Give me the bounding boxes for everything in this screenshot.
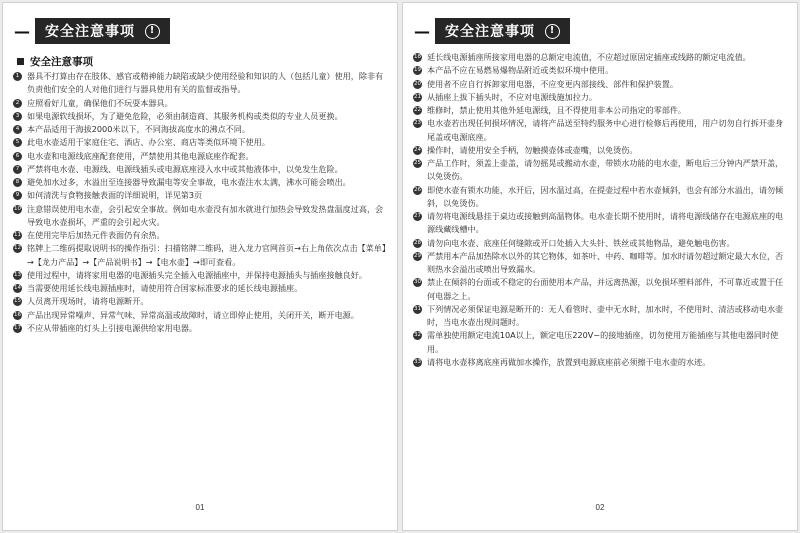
item-number-badge: 23 (414, 120, 421, 127)
item-number-badge: 32 (414, 332, 421, 339)
list-item (13, 242, 387, 269)
list-item (13, 322, 387, 335)
item-text: 使用者不应自行拆卸家用电器，不应变更内部接线、部件和保护装置。 (427, 78, 678, 89)
item-text: 操作时，请使用安全手柄，勿触摸壶体或壶嘴，以免烫伤。 (427, 144, 638, 155)
item-number-badge: 22 (414, 107, 421, 113)
item-text: 需单独使用额定电流10A以上，额定电压220V~的接地插座，切勿使用万能插座与其他电器同时使用。 (427, 330, 779, 354)
item-text: 不应从带插座的灯头上引接电源供给家用电器。 (27, 322, 197, 333)
list-item (13, 176, 387, 189)
item-text: 请勿将电源线悬挂于桌边或接触到高温物体。电水壶长期不使用时，请将电源线储存在电源底座的电源线藏线槽中。 (427, 211, 784, 235)
item-text: 本产品适用于海拔2000米以下，不同海拔高度水的沸点不同。 (27, 124, 250, 134)
item-text: 人员离开现场时，请将电源断开。 (27, 296, 149, 307)
item-text: 避免加水过多，水溢出至连接器导致漏电等安全事故，电水壶注水太满，沸水可能会喷出。 (27, 177, 351, 187)
list-item (413, 144, 787, 157)
item-number-badge: 30 (414, 279, 421, 286)
item-number-badge: 33 (414, 358, 421, 365)
item-text: 如何清洗与食物接触表面的详细说明，详见第3页 (27, 190, 203, 201)
list-item (13, 70, 387, 97)
item-text: 产品工作时，须盖上壶盖，请勿摇晃或搬动水壶，带锁水功能的电水壶，断电后三分钟内严禁开盖，以免烫伤。 (427, 158, 784, 182)
item-number-badge: 29 (414, 252, 421, 259)
list-item (413, 237, 787, 250)
item-text: 如果电源软线损坏，为了避免危险，必须由制造商、其服务机构或类似的专业人员更换。 (27, 110, 343, 121)
item-number-badge: 9 (13, 191, 22, 200)
item-number-badge: 27 (414, 213, 421, 219)
item-text: 本产品不应在易燃易爆物品附近或类似环境中使用。 (427, 65, 614, 76)
page-left (2, 2, 398, 531)
header-title-bar (35, 18, 170, 44)
item-text: 禁止在倾斜的台面或不稳定的台面使用本产品，并远离热源，以免损坏塑料部件，不可靠近或置于任何电器之上。 (427, 277, 784, 301)
item-number-badge: 24 (414, 146, 421, 153)
list-item (413, 157, 787, 184)
item-number-badge: 6 (13, 152, 22, 161)
list-item (13, 136, 387, 149)
header-dash: — (14, 21, 30, 41)
list-item (13, 269, 387, 282)
list-item (413, 329, 787, 356)
item-text: 严禁将电水壶、电源线、电源线插头或电源底座浸入水中或其他液体中，以免发生危险。 (27, 163, 343, 174)
item-text: 电水壶和电源线底座配套使用，严禁使用其他电源底座作配套。 (27, 150, 254, 161)
item-text: 请将电水壶移离底座再做加水操作，放置到电源底座前必须擦干电水壶的水迹。 (427, 356, 711, 367)
list-item (413, 250, 787, 277)
safety-list-right (413, 51, 787, 369)
item-number-badge: 17 (14, 324, 21, 331)
item-number-badge: 13 (14, 271, 21, 278)
list-item (413, 91, 787, 104)
list-item (13, 282, 387, 295)
header-title-bar (435, 18, 570, 44)
list-item (13, 163, 387, 176)
section-title (17, 54, 93, 69)
item-text: 此电水壶适用于家庭住宅、酒店、办公室、商店等类似环境下使用。 (27, 137, 270, 148)
warning-icon: ! (145, 24, 160, 39)
list-item (13, 110, 387, 123)
list-item (13, 203, 387, 230)
page-header (9, 17, 170, 45)
list-item (413, 210, 787, 237)
header-dash: — (414, 21, 430, 41)
item-text: 注意错误使用电水壶，会引起安全事故。例如电水壶没有加水就进行加热会导致发热盘温度过高，会导致电水壶损坏，严重的会引起火灾。 (27, 203, 384, 227)
list-item (13, 295, 387, 308)
item-number-badge: 1 (13, 72, 22, 81)
page-right (402, 2, 798, 531)
list-item (13, 229, 387, 242)
square-bullet-icon (17, 58, 24, 65)
list-item (13, 97, 387, 110)
header-title: 安全注意事项 (45, 24, 135, 40)
item-text: 下列情况必须保证电源是断开的：无人看管时、壶中无水时，加水时，不使用时、清洁或移动电水壶时，当电水壶出现问题时。 (427, 303, 784, 327)
item-text: 维修时，禁止使用其他外延电源线，且不得使用非本公司指定的零部件。 (427, 105, 687, 115)
header-title: 安全注意事项 (445, 24, 535, 40)
list-item (13, 150, 387, 163)
list-item (413, 184, 787, 211)
item-text: 严禁用本产品加热除水以外的其它物体，如茶叶、中药、咖啡等。加水时请勿超过额定最大水位，否则热水会溢出或喷出导致漏水。 (427, 250, 784, 274)
list-item (13, 309, 387, 322)
item-number-badge: 3 (13, 112, 22, 121)
item-number-badge: 15 (14, 298, 21, 305)
section-title-text: 安全注意事项 (30, 56, 93, 68)
list-item (413, 356, 787, 369)
list-item (413, 303, 787, 330)
page-number: 02 (595, 503, 605, 512)
page-number: 01 (195, 503, 205, 512)
list-item (13, 189, 387, 202)
list-item (413, 104, 787, 117)
item-text: 使用过程中，请将家用电器的电源插头完全插入电源插座中，并保持电源插头与插座接触良好。 (27, 269, 367, 280)
list-item (413, 117, 787, 144)
item-text: 产品出现异常噪声、异常气味、异常高温或故障时，请立即停止使用，关闭开关，断开电源。 (27, 309, 359, 320)
item-number-badge: 10 (14, 205, 21, 212)
item-number-badge: 7 (13, 165, 22, 174)
item-text: 器具不打算由存在肢体、感官或精神能力缺陷或缺少使用经验和知识的人（包括儿童）使用，除非有负责他们安全的人对他们进行与器具使用有关的监督或指导。 (27, 71, 384, 95)
item-number-badge: 31 (414, 305, 421, 312)
item-number-badge: 28 (414, 239, 421, 246)
item-number-badge: 25 (414, 160, 421, 166)
item-text: 即使水壶有锁水功能，水开后，因水温过高，在提壶过程中若水壶倾斜，也会有部分水溢出，请勿倾斜，以免烫伤。 (427, 184, 784, 208)
warning-icon: ! (545, 24, 560, 39)
list-item (413, 78, 787, 91)
item-number-badge: 2 (13, 99, 22, 108)
item-number-badge: 4 (13, 125, 22, 134)
safety-list-left (13, 70, 387, 335)
list-item (413, 51, 787, 64)
item-text: 应照看好儿童，确保他们不玩耍本器具。 (27, 97, 173, 108)
item-text: 请勿向电水壶、底座任何缝隙或开口处插入大头针、铁丝或其他物品，避免触电伤害。 (427, 237, 735, 248)
item-number-badge: 19 (414, 67, 421, 74)
item-number-badge: 8 (13, 178, 22, 187)
item-number-badge: 18 (414, 54, 421, 60)
item-number-badge: 14 (14, 285, 21, 291)
item-number-badge: 26 (414, 186, 421, 193)
item-text: 从插座上拔下插头时，不应对电源线施加拉力。 (427, 91, 597, 102)
list-item (13, 123, 387, 136)
item-number-badge: 11 (14, 232, 21, 238)
page-header (409, 17, 570, 45)
item-number-badge: 20 (414, 80, 421, 87)
item-number-badge: 16 (14, 311, 21, 318)
list-item (413, 64, 787, 77)
item-number-badge: 21 (414, 93, 421, 100)
item-text: 在使用完毕后加热元件表面仍有余热。 (27, 230, 165, 240)
item-number-badge: 12 (14, 245, 21, 252)
item-text: 延长线电源插座所接家用电器的总额定电流值，不应超过原固定插座或线路的额定电流值。 (427, 52, 751, 62)
item-number-badge: 5 (13, 138, 22, 147)
item-text: 铭牌上二维码提取说明书的操作指引：扫描铭牌二维码，进入龙力官网首页→右上角依次点击【菜单】→【龙力产品】→【产品说明书】→【电水壶】→即可查看。 (27, 243, 386, 267)
item-text: 当需要使用延长线电源插座时，请使用符合国家标准要求的延长线电源插座。 (27, 283, 303, 293)
item-text: 电水壶若出现任何损坏情况，请将产品送至特约服务中心进行检修后再使用，用户切勿自行拆开壶身尾盖或电源底座。 (427, 118, 784, 142)
list-item (413, 276, 787, 303)
